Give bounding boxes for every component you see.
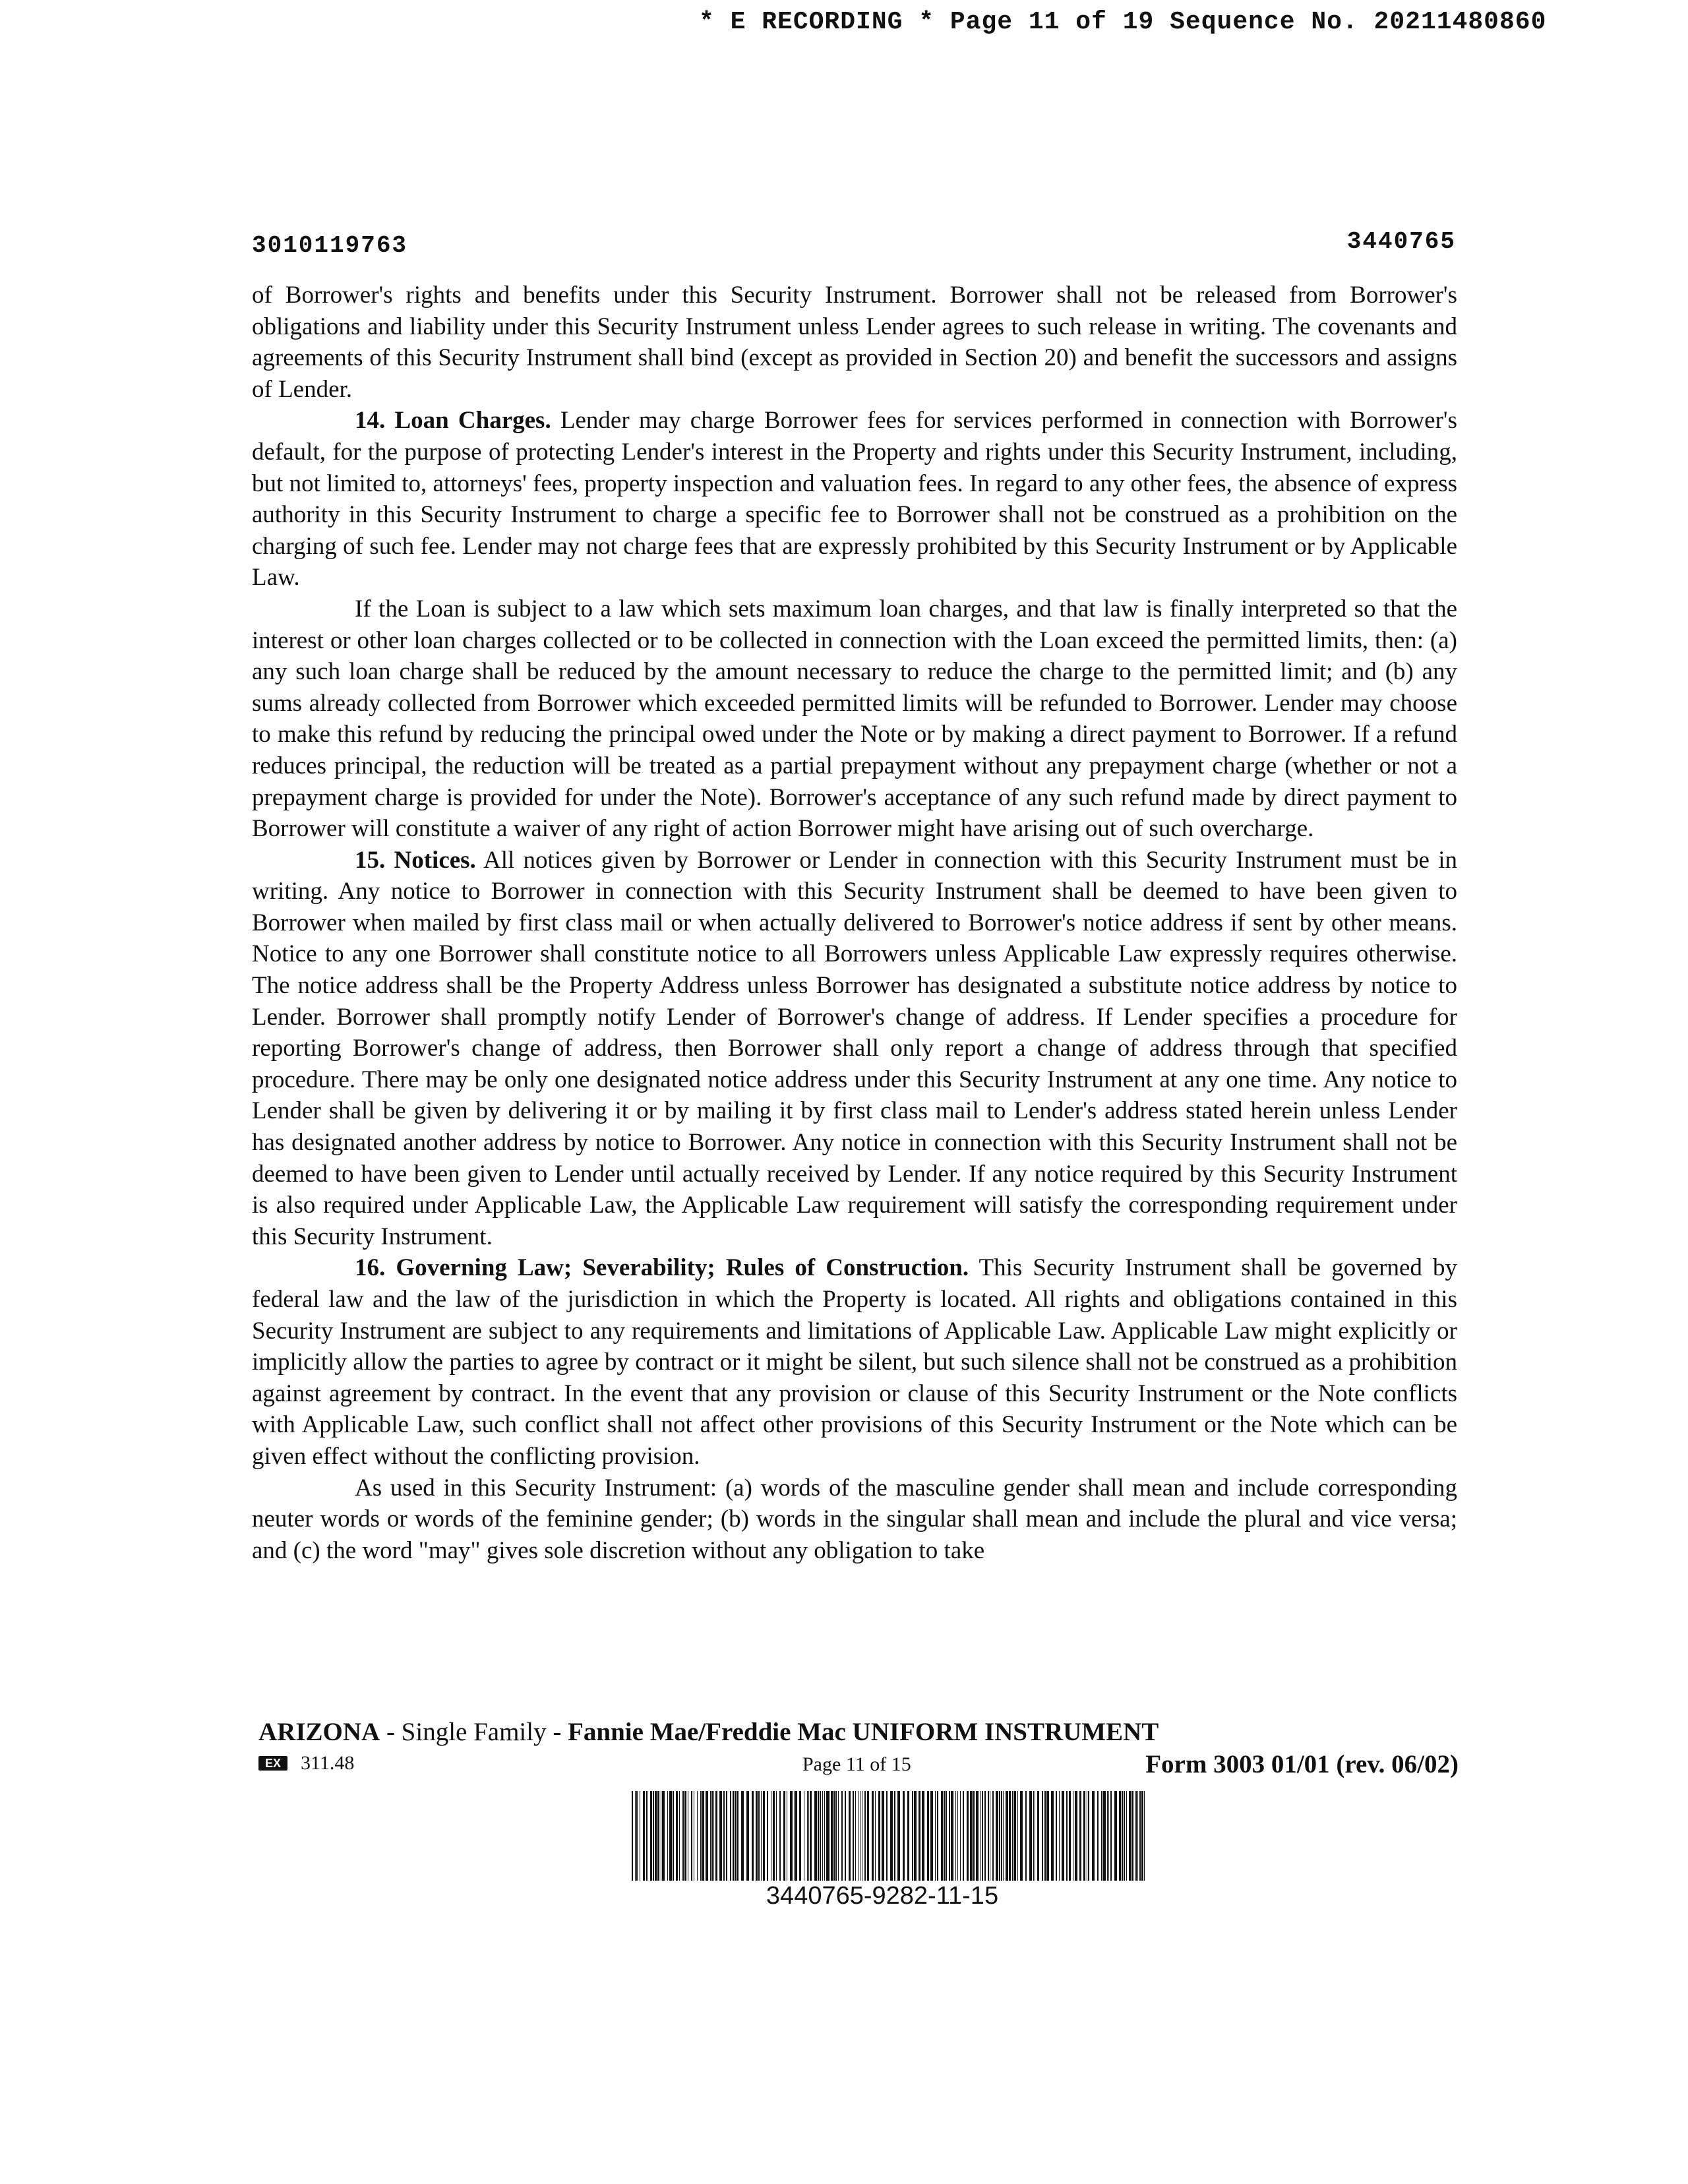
paragraph-text: Lender may charge Borrower fees for services performed in connection with Borrower's default, for the purpose of protecting Lender's interest in the Property and rights under this Security Instrument, including, but not limited to, attorneys' fees, property inspection and valuation fees. In regard to any other fees, the absence of express authority in this Security Instrument to charge a specific fee to Borrower shall not be construed as a prohibition on the charging of such fee. Lender may not charge fees that are expressly prohibited by this Security Instrument or by Applicable Law.: [252, 407, 1457, 592]
paragraph-maximum-charges: [252, 593, 1457, 845]
barcode: [632, 1791, 1146, 1910]
ex-logo-icon: EX: [258, 1756, 287, 1771]
form-meta: [258, 1749, 1459, 1782]
section-heading: 15. Notices.: [355, 846, 476, 874]
form-code: [258, 1752, 354, 1774]
paragraph-governing-law: [252, 1252, 1457, 1472]
page-number: Page 11 of 15: [802, 1753, 911, 1775]
barcode-number: 3440765-9282-11-15: [766, 1882, 999, 1910]
loan-number: 3010119763: [252, 232, 408, 259]
paragraph-loan-charges: [252, 405, 1457, 593]
paragraph-construction: [252, 1472, 1457, 1567]
paragraph-text: As used in this Security Instrument: (a) words of the masculine gender shall mean and include corresponding neuter words or words of the feminine gender; (b) words in the singular shall mean and include the plural and vice versa; and (c) the word "may" gives sole discretion without any obligation to take: [252, 1474, 1457, 1564]
form-title: [258, 1717, 1459, 1747]
paragraph-notices: [252, 845, 1457, 1253]
form-footer: [258, 1717, 1459, 1782]
reference-number: 3440765: [1346, 228, 1456, 255]
recording-header: * E RECORDING * Page 11 of 19 Sequence No. 20211480860: [699, 8, 1547, 36]
state-name: ARIZONA: [258, 1718, 380, 1746]
paragraph-text: This Security Instrument shall be governed by federal law and the law of the jurisdiction in which the Property is located. All rights and obligations contained in this Security Instrument are subject to any requirements and limitations of Applicable Law. Applicable Law might explicitly or implicitly allow the parties to agree by contract or it might be silent, but such silence shall not be construed as a prohibition against agreement by contract. In the event that any provision or clause of this Security Instrument or the Note conflicts with Applicable Law, such conflict shall not affect other provisions of this Security Instrument or the Note which can be given effect without the conflicting provision.: [252, 1254, 1458, 1470]
instrument-name: Fannie Mae/Freddie Mac UNIFORM INSTRUMENT: [568, 1718, 1159, 1746]
paragraph-text: If the Loan is subject to a law which sets maximum loan charges, and that law is finally interpreted so that the interest or other loan charges collected or to be collected in connection with the Loan exceed the permitted limits, then: (a) any such loan charge shall be reduced by the amount necessary to reduce the charge to the permitted limit; and (b) any sums already collected from Borrower which exceeded permitted limits will be refunded to Borrower. Lender may choose to make this refund by reducing the principal owed under the Note or by making a direct payment to Borrower. If a refund reduces principal, the reduction will be treated as a partial prepayment without any prepayment charge (whether or not a prepayment charge is provided for under the Note). Borrower's acceptance of any such refund made by direct payment to Borrower will constitute a waiver of any right of action Borrower might have arising out of such overcharge.: [252, 595, 1457, 843]
barcode-bars-icon: [632, 1791, 1146, 1881]
paragraph-continuation: [252, 280, 1457, 405]
form-code-value: 311.48: [301, 1752, 355, 1774]
form-number: Form 3003 01/01 (rev. 06/02): [1145, 1750, 1459, 1778]
section-heading: 16. Governing Law; Severability; Rules of Construction.: [355, 1254, 969, 1282]
section-heading: 14. Loan Charges.: [355, 407, 551, 435]
paragraph-text: All notices given by Borrower or Lender in connection with this Security Instrument must be in writing. Any notice to Borrower in connection with this Security Instrument shall be deemed to have been given to Borrower when mailed by first class mail or when actually delivered to Borrower's notice address if sent by other means. Notice to any one Borrower shall constitute notice to all Borrowers unless Applicable Law expressly requires otherwise. The notice address shall be the Property Address unless Borrower has designated a substitute notice address by notice to Lender. Borrower shall promptly notify Lender of Borrower's change of address. If Lender specifies a procedure for reporting Borrower's change of address, then Borrower shall only report a change of address through that specified procedure. There may be only one designated notice address under this Security Instrument at any one time. Any notice to Lender shall be given by delivering it or by mailing it by first class mail to Lender's address stated herein unless Lender has designated another address by notice to Borrower. Any notice in connection with this Security Instrument shall not be deemed to have been given to Lender until actually received by Lender. If any notice required by this Security Instrument is also required under Applicable Law, the Applicable Law requirement will satisfy the corresponding requirement under this Security Instrument.: [252, 846, 1457, 1250]
document-body: [252, 280, 1457, 1566]
paragraph-text: of Borrower's rights and benefits under this Security Instrument. Borrower shall not be released from Borrower's obligations and liability under this Security Instrument unless Lender agrees to such release in writing. The covenants and agreements of this Security Instrument shall bind (except as provided in Section 20) and benefit the successors and assigns of Lender.: [252, 282, 1457, 403]
form-family: - Single Family -: [380, 1718, 568, 1746]
